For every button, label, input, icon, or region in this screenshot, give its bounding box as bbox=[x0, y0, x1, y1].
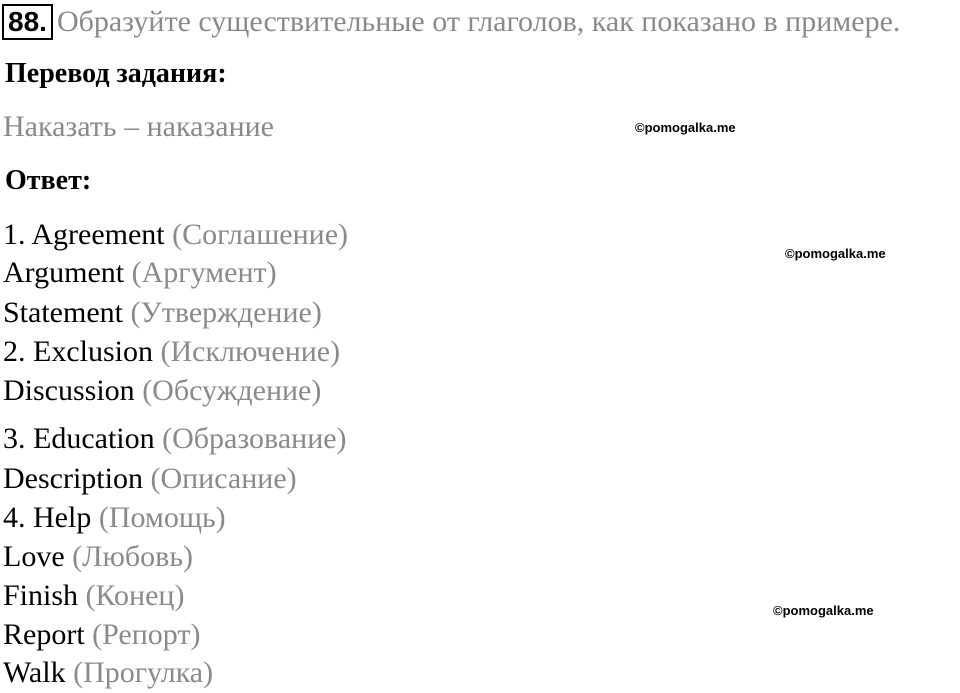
english-word: Walk bbox=[3, 656, 66, 689]
task-number: 88. bbox=[2, 4, 53, 40]
answer-line-3 bbox=[3, 295, 322, 331]
english-word: Report bbox=[3, 618, 85, 651]
english-word: Exclusion bbox=[33, 335, 153, 368]
answer-line-11 bbox=[3, 617, 201, 653]
russian-translation: (Любовь) bbox=[72, 540, 193, 573]
english-word: Discussion bbox=[3, 374, 135, 407]
line-prefix: 4. bbox=[3, 501, 33, 534]
translation-title: Перевод задания: bbox=[5, 58, 227, 89]
english-word: Finish bbox=[3, 579, 79, 612]
line-prefix: 2. bbox=[3, 335, 33, 368]
russian-translation: (Образование) bbox=[162, 422, 347, 455]
russian-translation: (Репорт) bbox=[92, 618, 201, 651]
example-text: Наказать – наказание bbox=[3, 110, 274, 143]
russian-translation: (Утверждение) bbox=[130, 296, 322, 329]
answer-line-7 bbox=[3, 461, 297, 497]
russian-translation: (Помощь) bbox=[98, 501, 226, 534]
watermark: ©pomogalka.me bbox=[773, 603, 874, 618]
watermark: ©pomogalka.me bbox=[635, 120, 736, 135]
answer-line-1 bbox=[3, 217, 348, 253]
english-word: Description bbox=[3, 462, 143, 495]
russian-translation: (Аргумент) bbox=[131, 256, 277, 289]
task-header bbox=[2, 2, 900, 42]
english-word: Statement bbox=[3, 296, 123, 329]
english-word: Education bbox=[33, 422, 155, 455]
english-word: Argument bbox=[3, 256, 125, 289]
answer-line-4 bbox=[3, 334, 340, 370]
answer-line-2 bbox=[3, 255, 277, 291]
answer-line-10 bbox=[3, 578, 184, 614]
line-prefix: 1. bbox=[3, 218, 32, 251]
english-word: Help bbox=[33, 501, 92, 534]
russian-translation: (Прогулка) bbox=[73, 656, 214, 689]
task-instruction: Образуйте существительные от глаголов, как показано в примере. bbox=[56, 5, 901, 38]
answer-line-5 bbox=[3, 373, 321, 409]
russian-translation: (Обсуждение) bbox=[142, 374, 322, 407]
english-word: Love bbox=[3, 540, 65, 573]
answer-line-6 bbox=[3, 421, 347, 457]
russian-translation: (Исключение) bbox=[160, 335, 341, 368]
english-word: Agreement bbox=[31, 218, 165, 251]
answer-line-12 bbox=[3, 655, 213, 691]
answer-title: Ответ: bbox=[5, 165, 92, 196]
answer-line-8 bbox=[3, 500, 226, 536]
answer-line-9 bbox=[3, 539, 193, 575]
russian-translation: (Конец) bbox=[85, 579, 185, 612]
russian-translation: (Описание) bbox=[150, 462, 297, 495]
line-prefix: 3. bbox=[3, 422, 33, 455]
russian-translation: (Соглашение) bbox=[172, 218, 349, 251]
watermark: ©pomogalka.me bbox=[785, 246, 886, 261]
